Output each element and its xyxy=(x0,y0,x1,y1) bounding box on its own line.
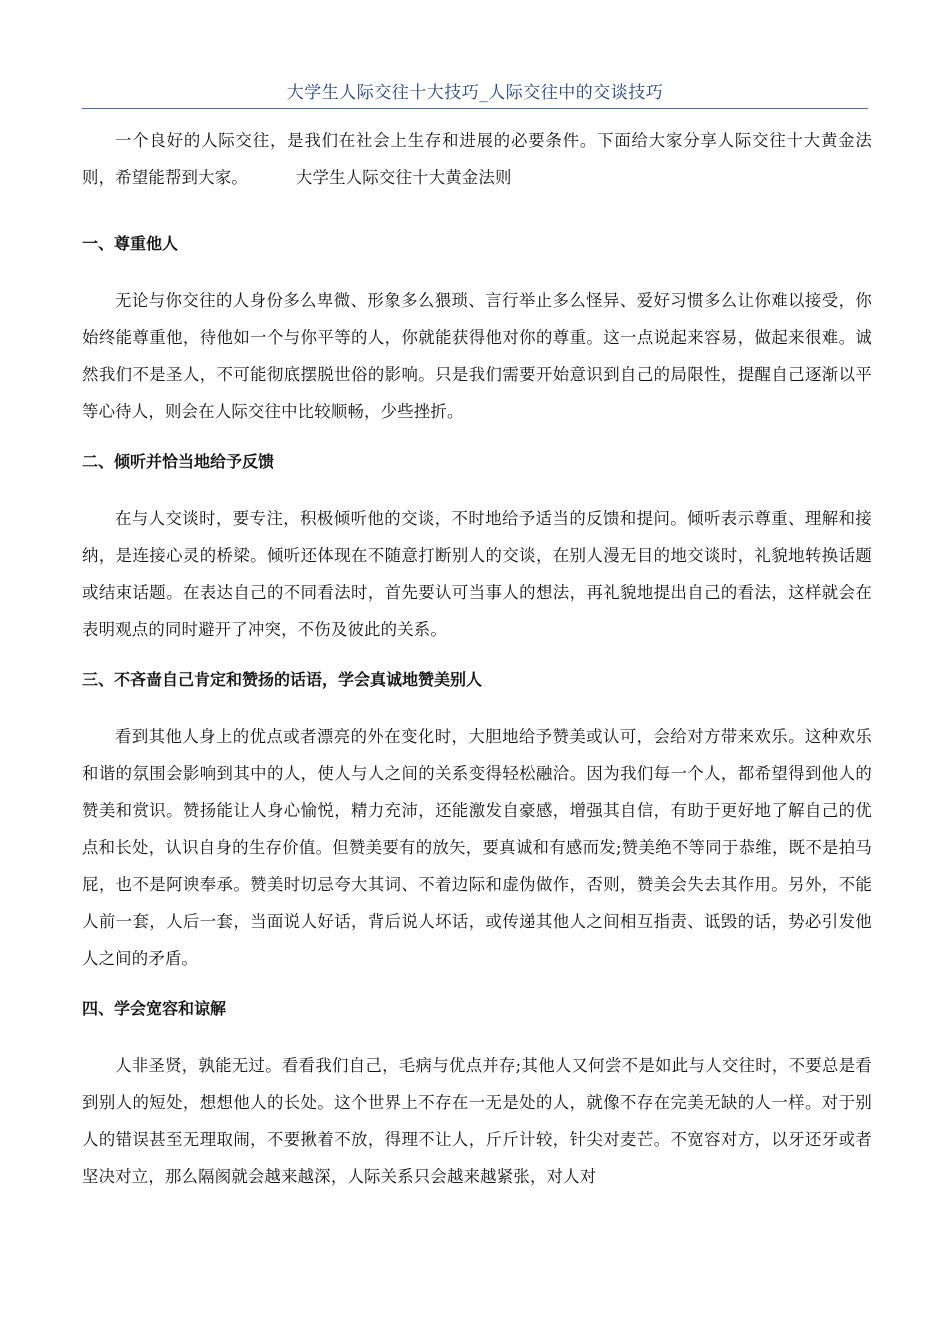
intro-paragraph xyxy=(82,122,872,196)
section-heading-listening: 二、倾听并恰当地给予反馈 xyxy=(82,452,275,471)
intro-text: 一个良好的人际交往，是我们在社会上生存和进展的必要条件。下面给大家分享人际交往十大黄金法则，希望能帮到大家。 xyxy=(82,131,872,187)
section-heading-respect: 一、尊重他人 xyxy=(82,234,179,253)
document-body xyxy=(82,122,872,1195)
section-body-listening: 在与人交谈时，要专注，积极倾听他的交谈，不时地给予适当的反馈和提问。倾听表示尊重、理解和接纳，是连接心灵的桥梁。倾听还体现在不随意打断别人的交谈，在别人漫无目的地交谈时，礼貌地转换话题或结束话题。在表达自己的不同看法时，首先要认可当事人的想法，再礼貌地提出自己的看法，这样就会在表明观点的同时避开了冲突，不伤及彼此的关系。 xyxy=(82,509,872,639)
intro-subtitle: 大学生人际交往十大黄金法则 xyxy=(295,168,512,187)
page-header xyxy=(82,80,868,109)
section-body-respect: 无论与你交往的人身份多么卑微、形象多么猥琐、言行举止多么怪异、爱好习惯多么让你难以接受，你始终能尊重他，待他如一个与你平等的人，你就能获得他对你的尊重。这一点说起来容易，做起来很难。诚然我们不是圣人，不可能彻底摆脱世俗的影响。只是我们需要开始意识到自己的局限性，提醒自己逐渐以平等心待人，则会在人际交往中比较顺畅，少些挫折。 xyxy=(82,291,872,421)
section-body-tolerance: 人非圣贤，孰能无过。看看我们自己，毛病与优点并存;其他人又何尝不是如此与人交往时，不要总是看到别人的短处，想想他人的长处。这个世界上不存在一无是处的人，就像不存在完美无缺的人一样。对于别人的错误甚至无理取闹，不要揪着不放，得理不让人，斤斤计较，针尖对麦芒。不宽容对方，以牙还牙或者坚决对立，那么隔阂就会越来越深，人际关系只会越来越紧张，对人对 xyxy=(82,1056,872,1186)
page-title: 大学生人际交往十大技巧_人际交往中的交谈技巧 xyxy=(286,83,664,103)
section-body-praise: 看到其他人身上的优点或者漂亮的外在变化时，大胆地给予赞美或认可，会给对方带来欢乐。这种欢乐和谐的氛围会影响到其中的人，使人与人之间的关系变得轻松融洽。因为我们每一个人，都希望得到他人的赞美和赏识。赞扬能让人身心愉悦，精力充沛，还能激发自豪感，增强其自信，有助于更好地了解自己的优点和长处，认识自身的生存价值。但赞美要有的放矢，要真诚和有感而发;赞美绝不等同于恭维，既不是拍马屁，也不是阿谀奉承。赞美时切忌夸大其词、不着边际和虚伪做作，否则，赞美会失去其作用。另外，不能人前一套，人后一套，当面说人好话，背后说人坏话，或传递其他人之间相互指责、诋毁的话，势必引发他人之间的矛盾。 xyxy=(82,727,872,968)
section-heading-praise: 三、不吝啬自己肯定和赞扬的话语，学会真诚地赞美别人 xyxy=(82,670,483,689)
section-heading-tolerance: 四、学会宽容和谅解 xyxy=(82,999,227,1018)
